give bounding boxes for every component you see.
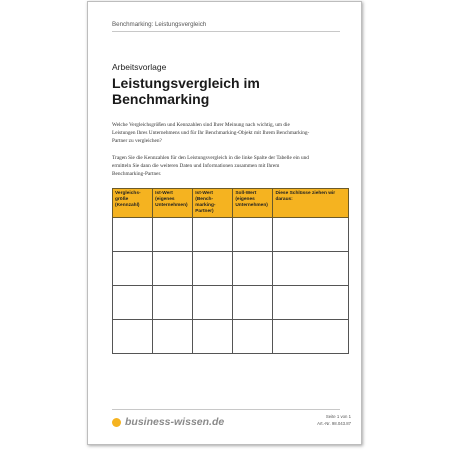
- title-line-2: Benchmarking: [112, 91, 210, 107]
- logo-dot-icon: [112, 418, 121, 427]
- table-cell: [113, 252, 153, 286]
- table-cell: [113, 218, 153, 252]
- table-cell: [113, 320, 153, 354]
- table-row: [113, 286, 349, 320]
- footer-divider: [112, 409, 340, 410]
- table-cell: [273, 320, 349, 354]
- running-header: Benchmarking: Leistungsvergleich: [112, 21, 207, 28]
- table-cell: [193, 320, 233, 354]
- table-cell: [193, 286, 233, 320]
- table-row: [113, 252, 349, 286]
- document-type-label: Arbeitsvorlage: [112, 62, 167, 72]
- table-cell: [233, 286, 273, 320]
- article-number: Art.-Nr. 98.043.87: [317, 421, 351, 426]
- page-info: [317, 413, 351, 427]
- table-row: [113, 218, 349, 252]
- table-cell: [273, 218, 349, 252]
- table-cell: [273, 286, 349, 320]
- table-cell: [153, 218, 193, 252]
- column-header-kennzahl: Vergleichs-größe (Kennzahl): [113, 189, 153, 218]
- table-cell: [233, 320, 273, 354]
- table-cell: [233, 218, 273, 252]
- table-cell: [153, 320, 193, 354]
- instruction-paragraph: Tragen Sie die Kennzahlen für den Leistungsvergleich in die linke Spalte der Tabelle ein und ermitteln Sie dann die weiteren Daten und Informationen zusammen mit Ihrem Benchmarking-Partner.: [112, 155, 309, 177]
- page-title: [112, 75, 342, 107]
- header-divider: [112, 31, 340, 32]
- table-row: [113, 320, 349, 354]
- table-cell: [113, 286, 153, 320]
- logo-text: business-wissen.de: [125, 416, 225, 428]
- table-cell: [233, 252, 273, 286]
- document-page: [87, 1, 362, 445]
- title-line-1: Leistungsvergleich im: [112, 75, 260, 91]
- table-body: [113, 218, 349, 354]
- brand-logo: [112, 416, 224, 428]
- column-header-schluesse: Diese Schlüsse ziehen wir daraus:: [273, 189, 349, 218]
- column-header-ist-partner: Ist-Wert (Bench-marking-Partner): [193, 189, 233, 218]
- table-cell: [193, 218, 233, 252]
- table-cell: [153, 286, 193, 320]
- benchmark-table: [112, 188, 349, 354]
- table-cell: [273, 252, 349, 286]
- column-header-soll-eigen: Soll-Wert (eigenes Unternehmen): [233, 189, 273, 218]
- column-header-ist-eigen: Ist-Wert (eigenes Unternehmen): [153, 189, 193, 218]
- table-header-row: [113, 189, 349, 218]
- intro-paragraph: Welche Vergleichsgrößen und Kennzahlen sind Ihrer Meinung nach wichtig, um die Leistungen Ihres Unternehmens und für Ihr Benchmarking-Objekt mit Ihrem Benchmarking-Partner zu vergleichen?: [112, 122, 310, 144]
- table-cell: [153, 252, 193, 286]
- page-number: Seite 1 von 1: [325, 414, 351, 419]
- table-cell: [193, 252, 233, 286]
